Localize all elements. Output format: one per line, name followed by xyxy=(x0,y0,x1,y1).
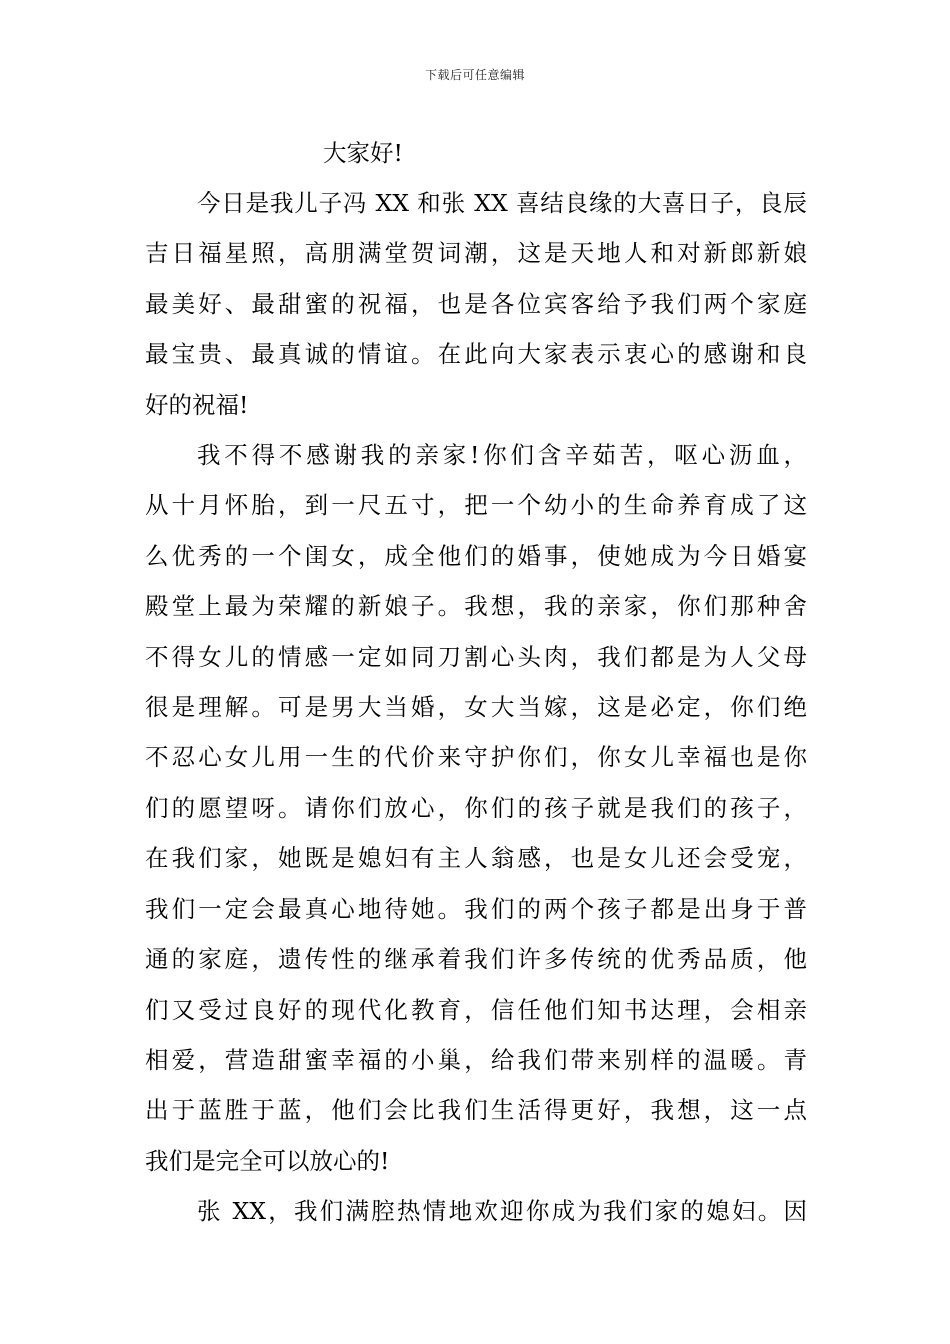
text-line: 很是理解。可是男大当婚，女大当嫁，这是必定，你们绝 xyxy=(145,693,807,722)
greeting: 大家好! xyxy=(323,139,403,167)
text-line: 从十月怀胎，到一尺五寸，把一个幼小的生命养育成了这 xyxy=(145,491,807,520)
text-line: 不忍心女儿用一生的代价来守护你们，你女儿幸福也是你 xyxy=(145,743,807,772)
text-line: 最美好、最甜蜜的祝福，也是各位宾客给予我们两个家庭 xyxy=(145,289,807,318)
text-line: 通的家庭，遗传性的继承着我们许多传统的优秀品质，他 xyxy=(145,945,807,974)
text-line: 不得女儿的情感一定如同刀割心头肉，我们都是为人父母 xyxy=(145,642,807,671)
text-line: 么优秀的一个闺女，成全他们的婚事，使她成为今日婚宴 xyxy=(145,541,807,570)
text-line: 好的祝福! xyxy=(145,390,249,419)
text-line: 我不得不感谢我的亲家!你们含辛茹苦，呕心沥血， xyxy=(197,441,807,470)
text-line: 在我们家，她既是媳妇有主人翁感，也是女儿还会受宠， xyxy=(145,844,807,873)
paragraph xyxy=(145,430,807,1186)
page-header: 下载后可任意编辑 xyxy=(424,68,525,82)
text-line: 张 XX，我们满腔热情地欢迎你成为我们家的媳妇。因 xyxy=(197,1197,807,1226)
text-line: 吉日福星照，高朋满堂贺词潮，这是天地人和对新郎新娘 xyxy=(145,239,807,268)
text-line: 殿堂上最为荣耀的新娘子。我想，我的亲家，你们那种舍 xyxy=(145,592,807,621)
text-line: 出于蓝胜于蓝，他们会比我们生活得更好，我想，这一点 xyxy=(145,1096,807,1125)
text-line: 我们是完全可以放心的! xyxy=(145,1146,390,1175)
text-line: 们的愿望呀。请你们放心，你们的孩子就是我们的孩子， xyxy=(145,793,807,822)
text-line: 最宝贵、最真诚的情谊。在此向大家表示衷心的感谢和良 xyxy=(145,340,807,369)
text-line: 今日是我儿子冯 XX 和张 XX 喜结良缘的大喜日子，良辰 xyxy=(197,189,807,217)
text-line: 相爱，营造甜蜜幸福的小巢，给我们带来别样的温暖。青 xyxy=(145,1045,807,1074)
document-body xyxy=(145,128,807,1237)
paragraph xyxy=(145,1186,807,1236)
text-line: 我们一定会最真心地待她。我们的两个孩子都是出身于普 xyxy=(145,894,807,923)
paragraph xyxy=(145,178,807,430)
text-line: 们又受过良好的现代化教育，信任他们知书达理，会相亲 xyxy=(145,995,807,1024)
